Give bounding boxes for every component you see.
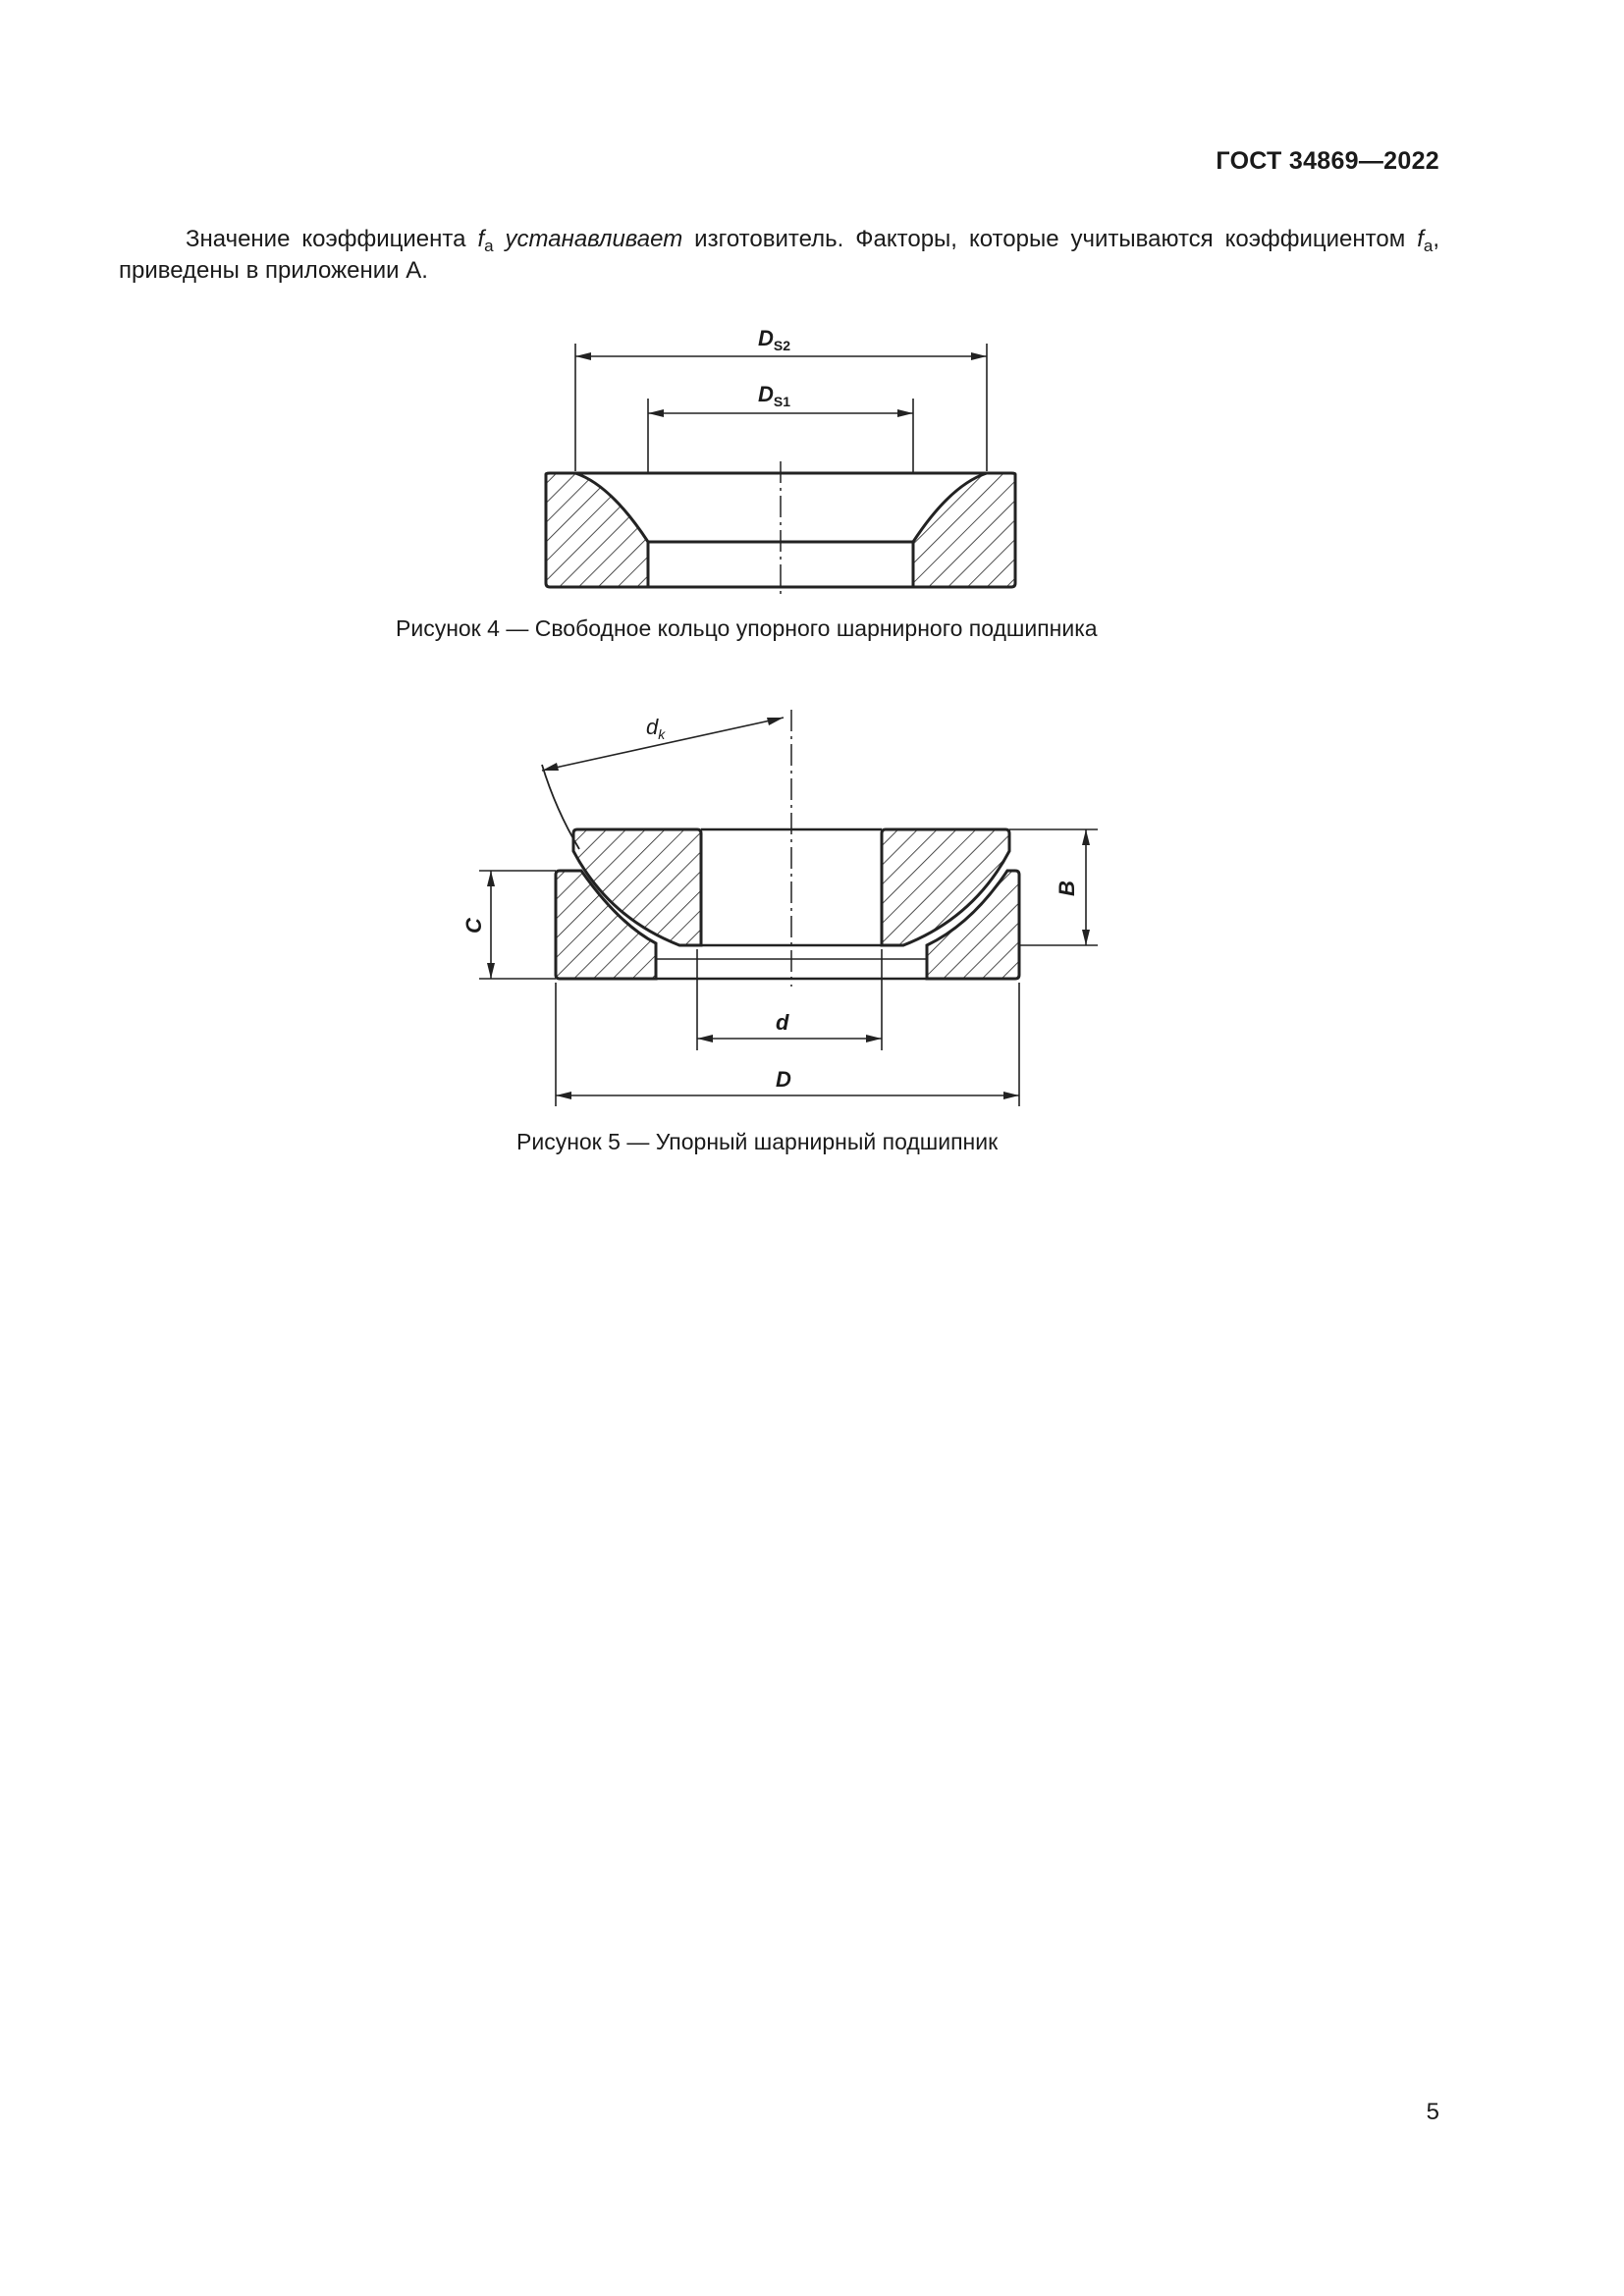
document-header: ГОСТ 34869—2022	[1216, 147, 1439, 175]
c-arrow-bottom	[487, 963, 495, 979]
ds2-arrow-left	[575, 352, 591, 360]
d-arrow-left	[697, 1035, 713, 1042]
c-label: C	[461, 918, 486, 934]
c-arrow-top	[487, 871, 495, 886]
ds1-arrow-right	[897, 409, 913, 417]
big-d-arrow-right	[1003, 1092, 1019, 1099]
ds1-arrow-left	[648, 409, 664, 417]
figure-5-drawing	[461, 702, 1129, 1114]
b-label: B	[1055, 881, 1079, 896]
figure-5-caption: Рисунок 5 — Упорный шарнирный подшипник	[516, 1129, 999, 1154]
dk-label: $d_k$	[646, 715, 666, 742]
page-number: 5	[1426, 2099, 1439, 2125]
b-arrow-bottom	[1082, 930, 1090, 945]
ring-section-right	[913, 473, 1015, 587]
ds2-label: $D_{S2}$	[758, 326, 791, 353]
d-label: d	[776, 1010, 789, 1035]
ring-section-left	[546, 473, 648, 587]
dk-arrow-left	[542, 763, 559, 771]
big-d-arrow-left	[556, 1092, 571, 1099]
big-d-label: D	[776, 1067, 791, 1092]
figure-4-drawing	[530, 324, 1041, 599]
ds1-label: $D_{S1}$	[758, 382, 791, 409]
figure-4-caption: Рисунок 4 — Свободное кольцо упорного шарнирного подшипника	[396, 615, 1098, 641]
dk-arrow-right	[767, 718, 784, 725]
body-paragraph: Значение коэффициента $f_a$ устанавливает изготовитель. Факторы, которые учитываются коэффициентом $f_a$, приведены в приложении А.	[119, 226, 1440, 284]
d-arrow-right	[866, 1035, 882, 1042]
ds2-arrow-right	[971, 352, 987, 360]
b-arrow-top	[1082, 829, 1090, 845]
